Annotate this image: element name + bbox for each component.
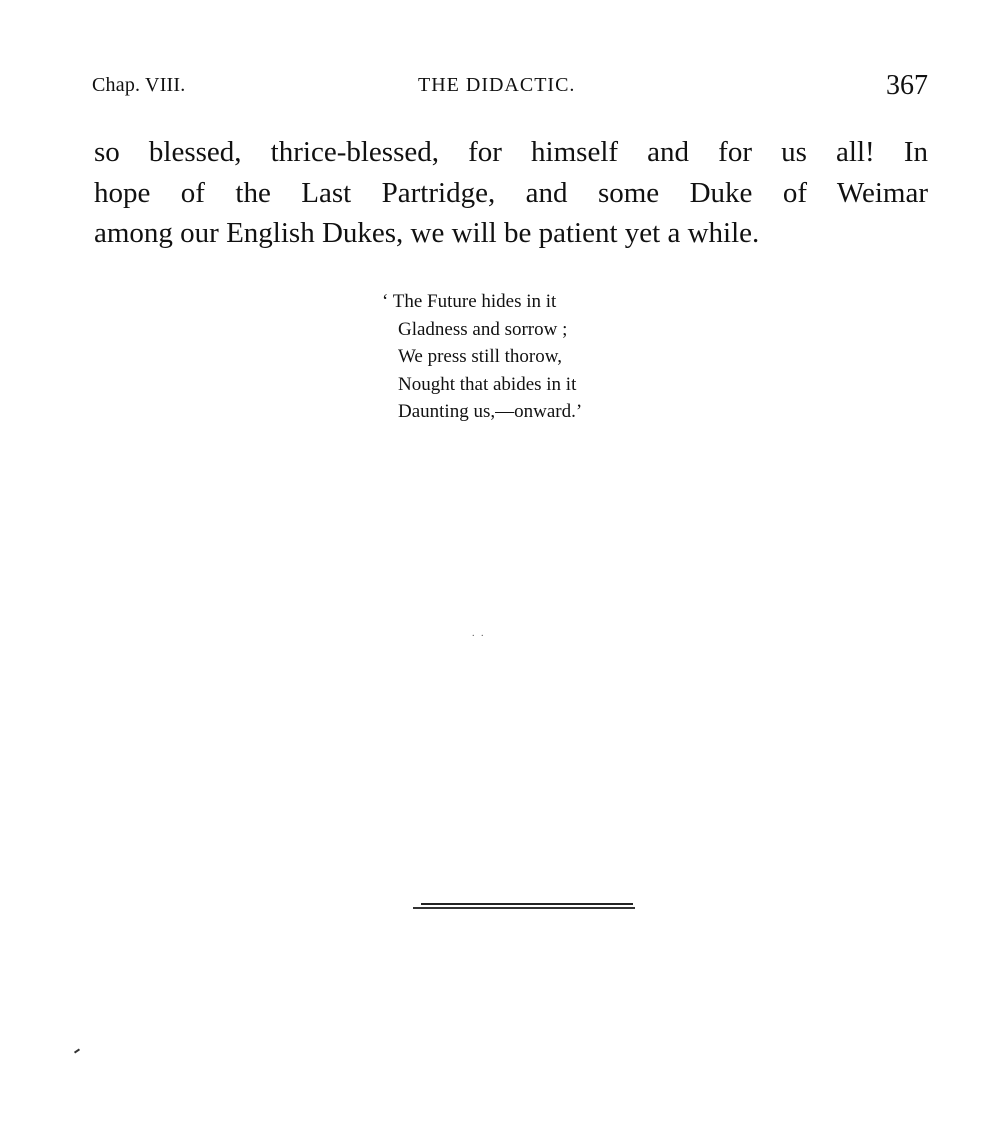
rule-line-upper	[421, 903, 633, 905]
verse-line: Daunting us,—onward.’	[398, 401, 583, 422]
scan-artifact-mark	[74, 1048, 80, 1053]
chapter-label: Chap. VIII.	[92, 74, 186, 96]
page-number: 367	[886, 70, 928, 101]
verse-quotation	[382, 288, 582, 426]
paragraph-line: so blessed, thrice-blessed, for himself and for us all! In	[94, 136, 928, 168]
verse-line: Gladness and sorrow ;	[398, 318, 568, 340]
body-paragraph	[94, 132, 928, 254]
paragraph-line: among our English Dukes, we will be patient yet a while.	[94, 217, 760, 249]
verse-line: Nought that abides in it	[398, 373, 577, 395]
paragraph-line: hope of the Last Partridge, and some Duke of Weimar	[94, 176, 928, 209]
running-title: THE DIDACTIC.	[418, 74, 576, 96]
verse-line: ‘ The Future hides in it	[382, 291, 557, 312]
scan-artifact-dots: . .	[472, 628, 486, 639]
verse-line: We press still thorow,	[398, 346, 562, 367]
running-head	[92, 70, 928, 104]
end-of-chapter-rule	[413, 903, 635, 909]
rule-line-lower	[413, 907, 635, 909]
